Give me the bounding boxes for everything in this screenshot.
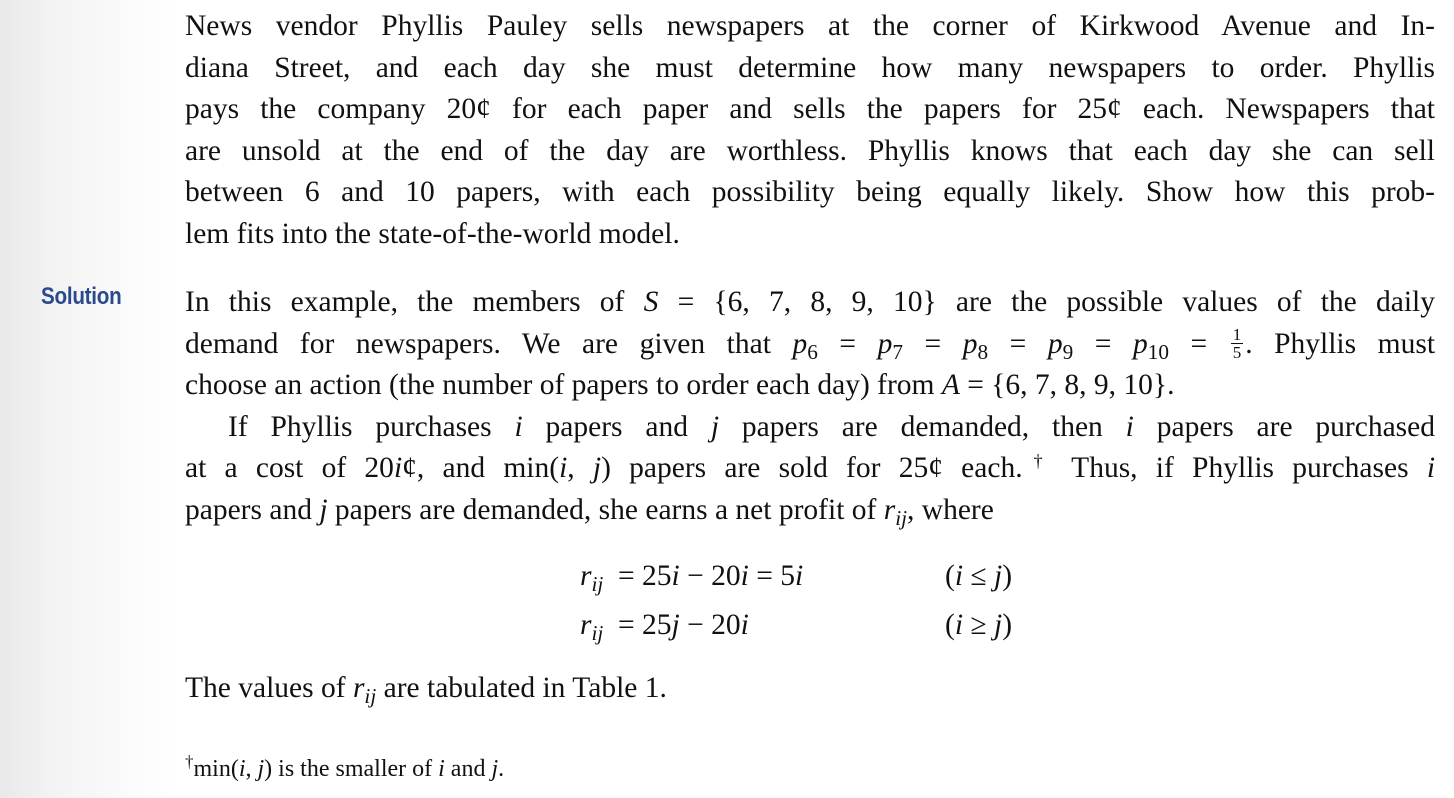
equation-rhs: = 25j − 20i xyxy=(618,609,749,641)
equation-condition: (i ≥ j) xyxy=(945,609,1013,641)
equation-condition: (i ≤ j) xyxy=(945,560,1013,592)
footnote: †min(i, j) is the smaller of i and j. xyxy=(185,752,505,782)
solution-line-2: demand for newspapers. We are given that $p_6 = p_7 = p_8 = p_9 = p_{10}$ = $\frac{1}{5}$ . Phyllis must xyxy=(185,324,1436,364)
footnote-marker: † xyxy=(1022,450,1054,471)
fraction-one-fifth: $\frac{1}{5}$ xyxy=(1232,324,1242,362)
problem-line: are unsold at the end of the day are worthless. Phyllis knows that each day she can sell xyxy=(185,134,1435,167)
problem-statement xyxy=(185,6,1435,255)
problem-line: diana Street, and each day she must determine how many newspapers to order. Phyllis xyxy=(185,51,1435,84)
solution-line-5: at a cost of 20i¢, and min(i, j) papers are sold for 25¢ each.† Thus, if Phyllis purchases i xyxy=(185,450,1436,484)
solution-body xyxy=(185,282,1435,531)
solution-line-1: In this example, the members of S = {6, 7, 8, 9, 10} are the possible values of the daily xyxy=(185,286,1435,318)
equation-rhs: = 25i − 20i = 5i xyxy=(618,560,804,592)
solution-heading: Solution xyxy=(41,283,122,310)
solution-line-6: papers and j papers are demanded, she earns a net profit of $r_{ij}$, where xyxy=(185,493,994,530)
problem-line: between 6 and 10 papers, with each possibility being equally likely. Show how this prob- xyxy=(185,176,1435,208)
solution-line-4: If Phyllis purchases i papers and j papers are demanded, then i papers are purchased xyxy=(228,410,1436,443)
problem-line: News vendor Phyllis Pauley sells newspapers at the corner of Kirkwood Avenue and In- xyxy=(185,10,1435,42)
footnote-dagger: † xyxy=(185,752,194,771)
equation-profit-i-ge-j: $r_{ij}$ = 25j − 20i (i ≥ j) xyxy=(580,605,1180,645)
problem-line: pays the company 20¢ for each paper and sells the papers for 25¢ each. Newspapers that xyxy=(185,93,1435,125)
solution-line-3: choose an action (the number of papers to order each day) from A = {6, 7, 8, 9, 10}. xyxy=(185,369,1175,401)
problem-line-last: lem fits into the state-of-the-world model. xyxy=(185,217,680,250)
result-sentence: The values of $r_{ij}$ are tabulated in Table 1. xyxy=(185,672,667,708)
equation-profit-i-le-j: $r_{ij}$ = 25i − 20i = 5i (i ≤ j) xyxy=(580,556,1180,596)
